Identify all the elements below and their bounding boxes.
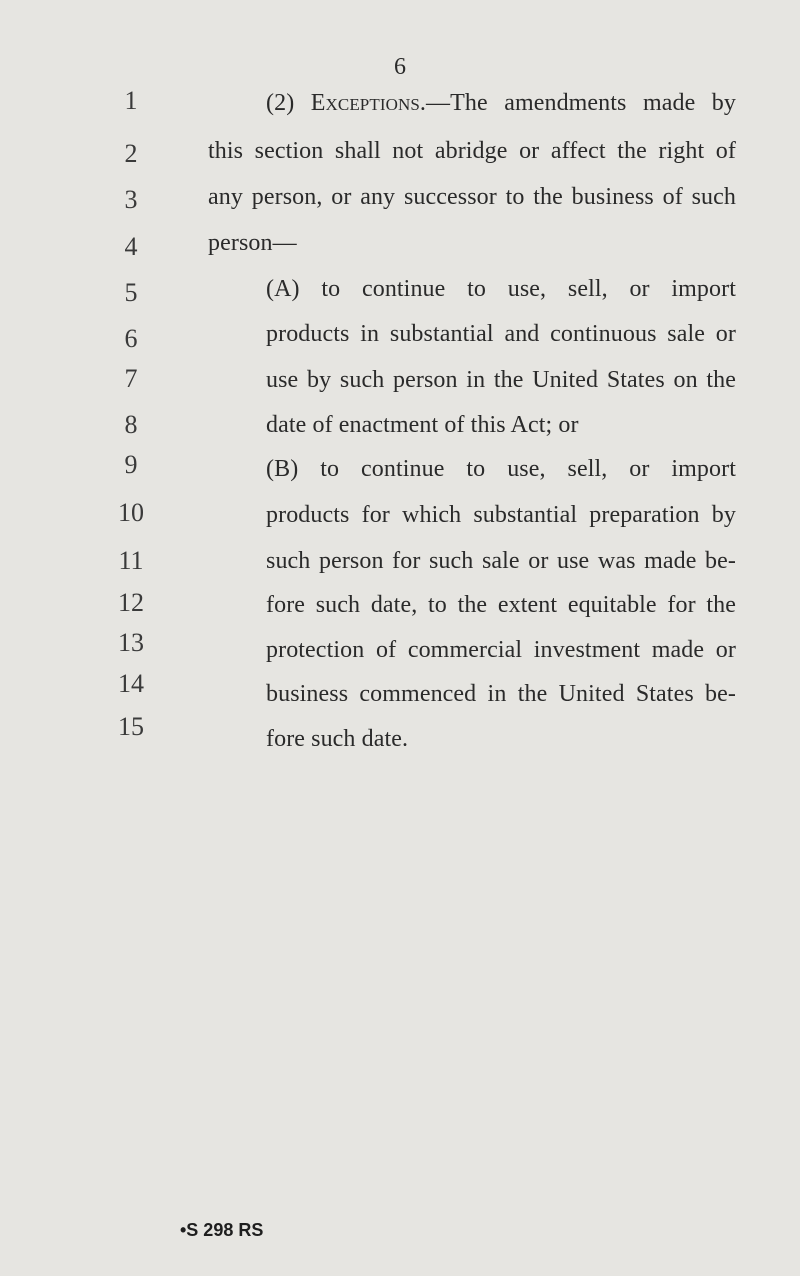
line-number: 6 [124, 324, 138, 353]
line-number: 2 [124, 139, 138, 168]
line-number: 8 [124, 410, 138, 439]
text-line: use by such person in the United States on the [266, 367, 736, 393]
text-line: (A) to continue to use, sell, or import [266, 276, 736, 302]
text-line: products in substantial and continuous sale or [266, 321, 736, 347]
page-number: 6 [394, 54, 406, 80]
paragraph-number: (2) [266, 90, 311, 116]
line-number: 10 [118, 498, 144, 527]
section-heading: Exceptions [310, 90, 420, 116]
line-number: 11 [118, 546, 144, 575]
line-number: 4 [124, 232, 138, 261]
text-line: (B) to continue to use, sell, or import [266, 456, 736, 482]
text-line: any person, or any successor to the business of such [208, 184, 736, 210]
text-line: products for which substantial preparation by [266, 502, 736, 528]
text-line: person— [208, 230, 297, 256]
line-number: 13 [118, 628, 144, 657]
text-line: such person for such sale or use was made be- [266, 548, 736, 574]
text-line: fore such date, to the extent equitable for the [266, 592, 736, 618]
line-number: 9 [124, 450, 138, 479]
bill-identifier-footer: •S 298 RS [180, 1220, 264, 1240]
line-number: 7 [124, 364, 138, 393]
text-line: fore such date. [266, 726, 409, 752]
line-number: 15 [118, 712, 144, 741]
text-line: date of enactment of this Act; or [266, 412, 579, 438]
line-number: 12 [118, 588, 144, 617]
line-number: 5 [124, 278, 138, 307]
text-line: protection of commercial investment made or [266, 637, 736, 663]
line-number: 1 [124, 86, 138, 115]
line-number: 3 [124, 185, 138, 214]
text-line: business commenced in the United States be- [266, 681, 736, 707]
line-number: 14 [118, 669, 144, 698]
text-line-rest: .—The amendments made by [419, 90, 736, 116]
text-line: this section shall not abridge or affect the right of [208, 138, 736, 164]
text-line [266, 86, 736, 120]
